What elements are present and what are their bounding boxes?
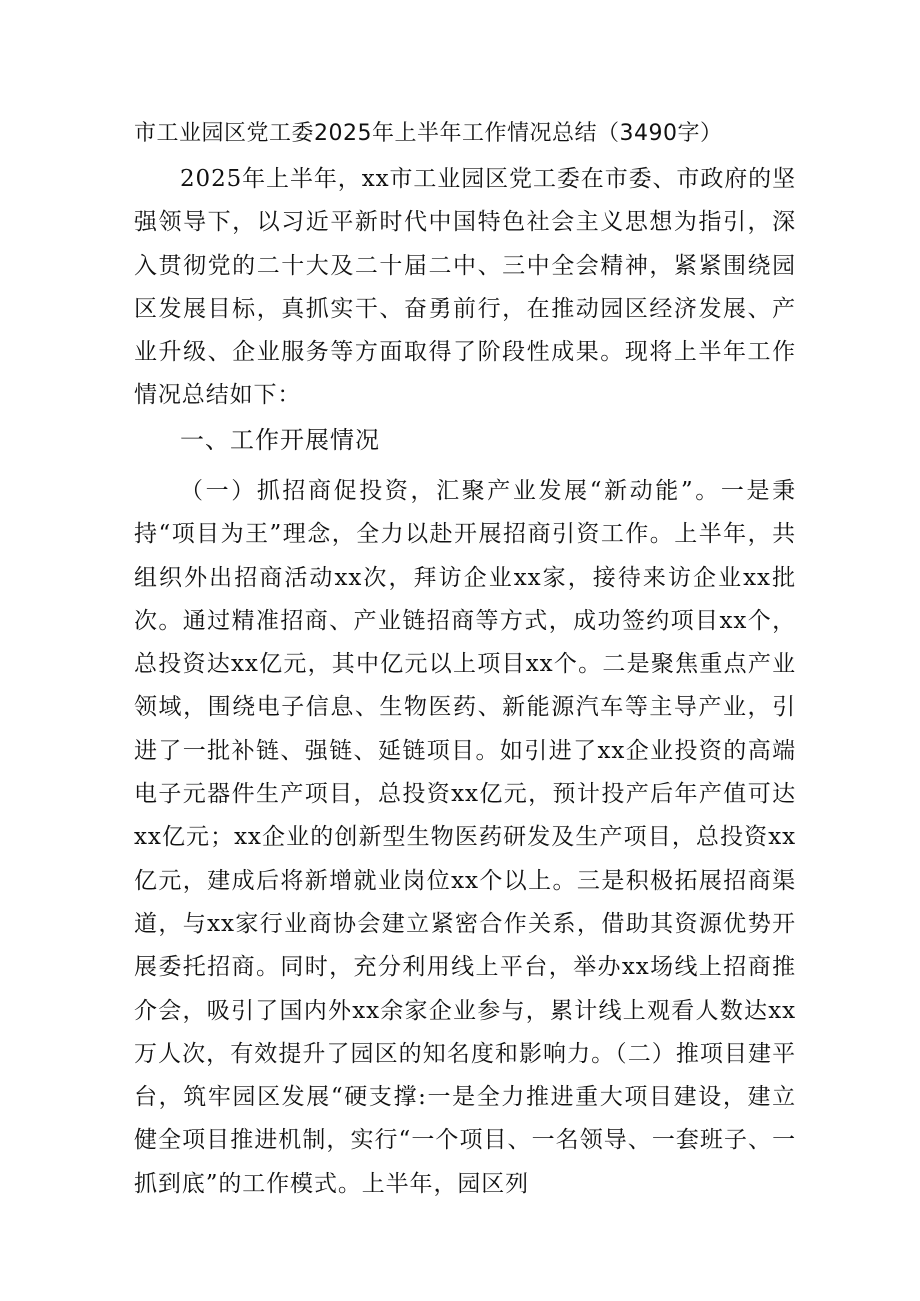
- document-title: 市工业园区党工委2025年上半年工作情况总结（3490字）: [134, 121, 723, 146]
- section-paragraph: （一）抓招商促投资，汇聚产业发展“新动能”。一是秉持“项目为王”理念，全力以赴开展招商引资工作。上半年，共组织外出招商活动xx次，拜访企业xx家，接待来访企业xx批次。通过精准招商、产业链招商等方式，成功签约项目xx个，总投资达xx亿元，其中亿元以上项目xx个。二是聚焦重点产业领域，围绕电子信息、生物医药、新能源汽车等主导产业，引进了一批补链、强链、延链项目。如引进了xx企业投资的高端电子元器件生产项目，总投资xx亿元，预计投产后年产值可达xx亿元；xx企业的创新型生物医药研发及生产项目，总投资xx亿元，建成后将新增就业岗位xx个以上。三是积极拓展招商渠道，与xx家行业商协会建立紧密合作关系，借助其资源优势开展委托招商。同时，充分利用线上平台，举办xx场线上招商推介会，吸引了国内外xx余家企业参与，累计线上观看人数达xx万人次，有效提升了园区的知名度和影响力。（二）推项目建平台，筑牢园区发展“硬支撑:一是全力推进重大项目建设，建立健全项目推进机制，实行“一个项目、一名领导、一套班子、一抓到底”的工作模式。上半年，园区列: [134, 478, 796, 1197]
- intro-paragraph: 2025年上半年，xx市工业园区党工委在市委、市政府的坚强领导下，以习近平新时代中国特色社会主义思想为指引，深入贯彻党的二十大及二十届二中、三中全会精神，紧紧围绕园区发展目标，真抓实干、奋勇前行，在推动园区经济发展、产业升级、企业服务等方面取得了阶段性成果。现将上半年工作情况总结如下：: [134, 166, 796, 409]
- section-heading: 一、工作开展情况: [180, 426, 380, 454]
